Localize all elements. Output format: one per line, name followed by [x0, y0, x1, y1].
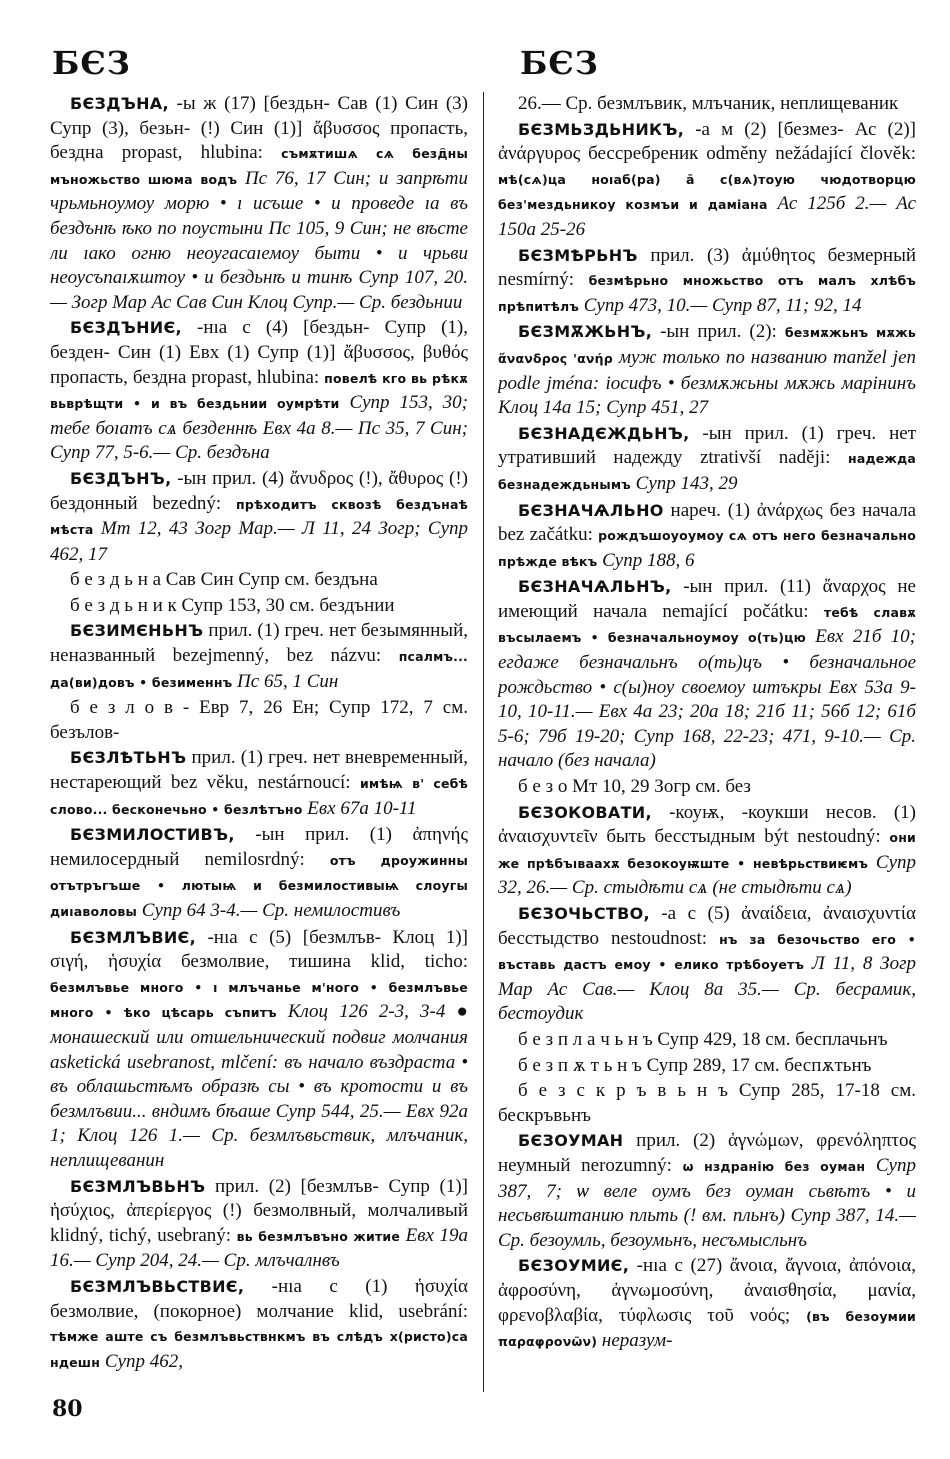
- dictionary-entry: [50, 1175, 468, 1274]
- entry-source-references: Супр 462,: [100, 1350, 183, 1372]
- entry-source-references: Евх 67а 10-11: [302, 797, 417, 819]
- entry-definition: -ы ж (17) [бездьн- Сав (1) Син (3) Супр (3), безьн- (!) Син (1)] ἄβυσσος пропасть, бездна propast, hlubina:: [50, 93, 468, 164]
- entry-headword: БЄЗНАЧѦЛЬНЪ,: [518, 577, 672, 597]
- dictionary-entry: [498, 1254, 916, 1354]
- dictionary-entry: [50, 926, 468, 1174]
- entry-definition: -а м (2) [безмез- Ас (2)] ἀνάργυρος бессребреник odměny nežádající člověk:: [498, 118, 916, 165]
- dictionary-entry: [498, 902, 916, 1027]
- entry-headword: БЄЗМЛЪВИЄ,: [70, 927, 196, 947]
- entry-headword: БЄЗОУМИЄ,: [518, 1256, 630, 1276]
- dictionary-entry: [498, 244, 916, 320]
- dictionary-entry: [50, 467, 468, 567]
- entry-headword: БЄЗМѪЖЬНЪ,: [518, 322, 653, 342]
- entry-definition: прил. (3) ἀμύθητος безмерный nesmírný:: [498, 244, 916, 291]
- dictionary-entry: [498, 320, 916, 420]
- entry-source-references: Клоц 126 2-3, 3-4 ● монашеский или отшельнический подвиг молчания asketická usebranost, mlčení: въ начало въздраста • въ облашьстѣмъ образѣ сы • въ кротости и въ безмлъвии... вндимъ бѣаше Супр 544, 25.— Евх 92а 1; Клоц 126 1.— Ср. безмлъвьствик, млъчаник, неплищеванин: [50, 1001, 468, 1171]
- entry-definition: нареч. (1) ἀνάρχως без начала bez začátku:: [498, 499, 916, 546]
- entry-example-quote: безмѫжьнъ мѫжь ἄνανδρος 'ανήρ: [498, 325, 916, 366]
- dictionary-entry: [498, 1054, 916, 1079]
- running-head-right: БЄЗ: [520, 44, 599, 82]
- entry-definition: б е з д ь н и к Супр 153, 30 см. бездънии: [70, 594, 395, 616]
- entry-headword: БЄЗМИЛОСТИВЪ,: [70, 825, 235, 845]
- dictionary-entry: [50, 746, 468, 822]
- entry-definition: б е з п ѫ т ь н ъ Супр 289, 17 см. беспѫтьнъ: [518, 1054, 872, 1076]
- entry-headword: БЄЗНАДЄЖДЬНЪ,: [518, 423, 690, 443]
- entry-example-quote: повелѣ кго вь рѣкѫ вьврѣщти • и въ бездьнии оумрѣти: [50, 370, 468, 412]
- entry-definition: б е з с к р ъ в ь н ъ Супр 285, 17-18 см. бескръвьнъ: [498, 1080, 916, 1126]
- entry-source-references: неразум-: [597, 1330, 673, 1352]
- entry-definition: 26.— Ср. безмлъвик, млъчаник, неплищеваник: [518, 93, 899, 114]
- dictionary-entry: [50, 594, 468, 619]
- entry-example-quote: безмлъвье много • ı млъчанье м'ного • безмлъвье много • ѣко цѣсарь съпитъ: [50, 979, 468, 1021]
- entry-headword: БЄЗМѢРЬНЪ: [518, 245, 638, 265]
- left-column: [50, 92, 468, 1387]
- entry-example-quote: надежда безнадеждьнымъ: [498, 451, 916, 492]
- entry-example-quote: мѣ(сѧ)ца ноıаб(ра) а̄ с(вѧ)тоую чюдотворцю без'мездьникоу козмъи и даміана: [498, 171, 916, 213]
- entry-source-references: Евх 19а 16.— Супр 204, 24.— Ср. млъчалнвъ: [50, 1224, 468, 1272]
- dictionary-entry: [498, 499, 916, 575]
- dictionary-entry: [50, 619, 468, 695]
- column-divider: [483, 92, 484, 1392]
- dictionary-entry: [50, 568, 468, 593]
- entry-source-references: Пс 76, 17 Син; и запрѣти чрьмьноумоу морю • ı исъше • и проведе ıа въ бездънѣ ѣко по поустыни Пс 105, 9 Син; не вѣсте ли ıако огню неоугасаıемоу быти • и чрьви неоусъпаıѫштоу • и бездьнѣ и тинѣ Супр 107, 20.— Зогр Мар Ас Сав Син Клоц Супр.— Ср. бездьнии: [50, 167, 468, 313]
- entry-headword: БЄЗМЛЪВЬСТВИЄ,: [70, 1276, 245, 1296]
- entry-headword: БЄЗОЧЬСТВО,: [518, 904, 650, 923]
- entry-example-quote: безмѣрьно множьство отъ малъ хлѣбъ прѣпитѣлъ: [498, 273, 916, 314]
- entry-headword: БЄЗОКОВАТИ,: [518, 802, 652, 822]
- entry-definition: -коуѭ, -коукши несов. (1) ἀναισχυντεῖν быть бесстыдным být nestoudný:: [498, 801, 916, 848]
- entry-definition: б е з л о в - Евр 7, 26 Ен; Супр 172, 7 см. безълов-: [50, 697, 468, 743]
- entry-source-references: Мт 12, 43 Зогр Мар.— Л 11, 24 Зогр; Супр 462, 17: [50, 518, 468, 565]
- entry-definition: -нıа с (27) ἄνοια, ἄγνοια, ἀπόνοια, ἀφροσύνη, ἀγνωμοσύνη, ἀναισθησία, μανία, φρενοβλαβία, τύφλωσις τοῦ νοός;: [498, 1255, 916, 1326]
- entry-example-quote: съмѫтишѧ сѧ безд҄ны мъножьство шюма водъ: [50, 146, 468, 187]
- entry-definition: -нıа с (5) [безмлъв- Клоц 1)] σιγή, ἡσυχία безмолвие, тишина klid, ticho:: [50, 926, 468, 973]
- dictionary-entry: [50, 1275, 468, 1375]
- entry-definition: прил. (1) греч. нет вневременный, нестареющий bez věku, nestárnoucí:: [50, 747, 468, 794]
- entry-source-references: Супр 188, 6: [597, 549, 695, 571]
- entry-definition: -нıа с (1) ἡσυχία безмолвие, (покорное) молчание klid, usebrání:: [50, 1275, 468, 1322]
- entry-definition: прил. (1) греч. нет безымянный, неназванный bezejmenný, bez názvu:: [50, 620, 468, 667]
- entry-source-references: Супр 32, 26.— Ср. стыдѣти сѧ (не стыдѣти сѧ): [498, 851, 916, 899]
- entry-headword: БЄЗНАЧѦЛЬНО: [518, 500, 664, 520]
- entry-example-quote: рождъшоуоумоу сѧ отъ него безначально прѣжде вѣкъ: [498, 528, 916, 569]
- dictionary-entry: [498, 775, 916, 800]
- entry-definition: -ын прил. (1) ἀπηνής немилосердный nemilosrdný:: [50, 824, 468, 870]
- entry-headword: БЄЗМЛЪВЬНЪ: [70, 1176, 206, 1196]
- entry-example-quote: они же прѣбъıваахѫ безокоуѭште • невѣрьствиѥмъ: [498, 830, 916, 871]
- entry-definition: б е з п л а ч ь н ъ Супр 429, 18 см. бесплачьнъ: [518, 1028, 888, 1050]
- dictionary-entry: [498, 1129, 916, 1253]
- entry-source-references: Евх 21б 10; егдаже безначальнъ о(ть)цъ • безначальное рождьство • с(ы)ноу своемоу штъкры Евх 53а 9-10, 10-11.— Евх 4а 23; 20а 18; 21б 11; 56б 12; 61б 5-6; 79б 19-20; Супр 168, 22-23; 471, 9-10.— Ср. начало (без начала): [498, 626, 916, 772]
- entry-source-references: Ас 125б 2.— Ас 150а 25-26: [498, 193, 916, 240]
- entry-source-references: Супр 64 3-4.— Ср. немилостивъ: [137, 900, 401, 921]
- entry-definition: -ын прил. (4) ἄνυδρος (!), ἄθυρος (!) бездонный bezedný:: [50, 467, 468, 514]
- entry-example-quote: прѣходитъ сквозѣ бездънаѣ мѣста: [50, 496, 468, 538]
- entry-headword: БЄЗДЪНЪ,: [70, 468, 172, 488]
- entry-example-quote: отъ дроужинны отътръгъше • лютыѩ и безмилостивыѩ слоугы диıаволовы: [50, 852, 468, 919]
- entry-headword: БЄЗДЪНА,: [70, 94, 169, 113]
- entry-headword: БЄЗДЪНИЄ,: [70, 318, 182, 338]
- dictionary-entry: [498, 1079, 916, 1128]
- entry-source-references: Супр 387, 7; ѡ веле оумъ без оуман сьвѣтъ • и несьвѣштанию пльть (! вм. пльнъ) Супр 387, 14.— Ср. безоумль, безоумьнъ, несъмысльнъ: [498, 1154, 916, 1251]
- entry-example-quote: ѡ нздранію без оуман: [682, 1158, 866, 1174]
- entry-example-quote: нъ за безочьство его • въставь дастъ емоу • елико трѣбоуетъ: [498, 931, 916, 973]
- entry-example-quote: (въ безоумии παραφρονῶν): [498, 1308, 916, 1350]
- entry-definition: прил. (2) ἀγνώμων, φρενόληπτος неумный nerozumný:: [498, 1130, 916, 1176]
- entry-headword: БЄЗИМЄНЬНЪ: [70, 621, 204, 641]
- entry-definition: -нıа с (4) [бездьн- Супр (1), безден- Син (1) Евх (1) Супр (1)] ἄβυσσος, βυθός пропасть, бездна propast, hlubina:: [50, 317, 468, 388]
- dictionary-entry: [50, 92, 468, 315]
- entry-source-references: Л 11, 8 Зогр Мар Ас Сав.— Клоц 8а 35.— Ср. бесрамик, бестоудик: [498, 953, 916, 1025]
- entry-definition: -ын прил. (11) ἄναρχος не имеющий начала nemající počátku:: [498, 576, 916, 622]
- entry-definition: -ын прил. (1) греч. нет утративший надежду ztrativší naději:: [498, 422, 916, 469]
- entry-headword: БЄЗЛѢТЬНЪ: [70, 748, 187, 768]
- entry-definition: -а с (5) ἀναίδεια, ἀναισχυντία бесстыдство nestoudnost:: [498, 903, 916, 949]
- entry-definition: прил. (2) [безмлъв- Супр (1)] ἡσύχιος, ἀπερίεργος (!) безмолвный, молчаливый klidný, tichý, usebraný:: [50, 1175, 468, 1246]
- entry-example-quote: тѣмже аште съ безмлъвьствнкмъ въ слѣдъ х(ристо)са ндешн: [50, 1329, 468, 1370]
- dictionary-entry: [498, 801, 916, 901]
- right-column: [498, 92, 916, 1387]
- dictionary-entry: [498, 92, 916, 117]
- entry-definition: б е з д ь н а Сав Син Супр см. бездъна: [70, 569, 378, 591]
- page-number: 80: [52, 1396, 83, 1422]
- dictionary-entry: [498, 1028, 916, 1053]
- entry-example-quote: псалмъ... да(ви)довъ • безименнъ: [50, 649, 468, 690]
- entry-source-references: Супр 473, 10.— Супр 87, 11; 92, 14: [578, 294, 862, 316]
- running-head-left: БЄЗ: [52, 44, 131, 82]
- dictionary-entry: [50, 316, 468, 466]
- entry-source-references: Супр 153, 30; тебе боıатъ сѧ безденнѣ Евх 4а 8.— Пс 35, 7 Син; Супр 77, 5-6.— Ср. бездъна: [50, 392, 468, 464]
- dictionary-entry: [498, 575, 916, 774]
- dictionary-entry: [50, 823, 468, 924]
- entry-source-references: муж только по названию manžel jen podle jména: іосифъ • безмѫжьны мѫжь марінинъ Клоц 14а 15; Супр 451, 27: [498, 346, 916, 419]
- entry-example-quote: имѣѩ в' себѣ слово... бесконечьно • безлѣтъно: [50, 776, 468, 817]
- entry-headword: БЄЗМЬЗДЬНИКЪ,: [518, 119, 685, 139]
- entry-example-quote: вь безмлъвъно житие: [236, 1228, 401, 1244]
- dictionary-entry: [498, 422, 916, 498]
- entry-example-quote: тебѣ славѫ въсылаемъ • безначальноумоу о(ть)цю: [498, 604, 916, 646]
- entry-definition: б е з о Мт 10, 29 Зогр см. без: [518, 776, 751, 798]
- entry-source-references: Пс 65, 1 Син: [232, 670, 339, 692]
- entry-definition: -ын прил. (2):: [652, 321, 785, 343]
- entry-source-references: Супр 143, 29: [630, 472, 738, 494]
- dictionary-entry: [50, 696, 468, 745]
- dictionary-entry: [498, 118, 916, 243]
- entry-headword: БЄЗОУМАН: [518, 1131, 624, 1151]
